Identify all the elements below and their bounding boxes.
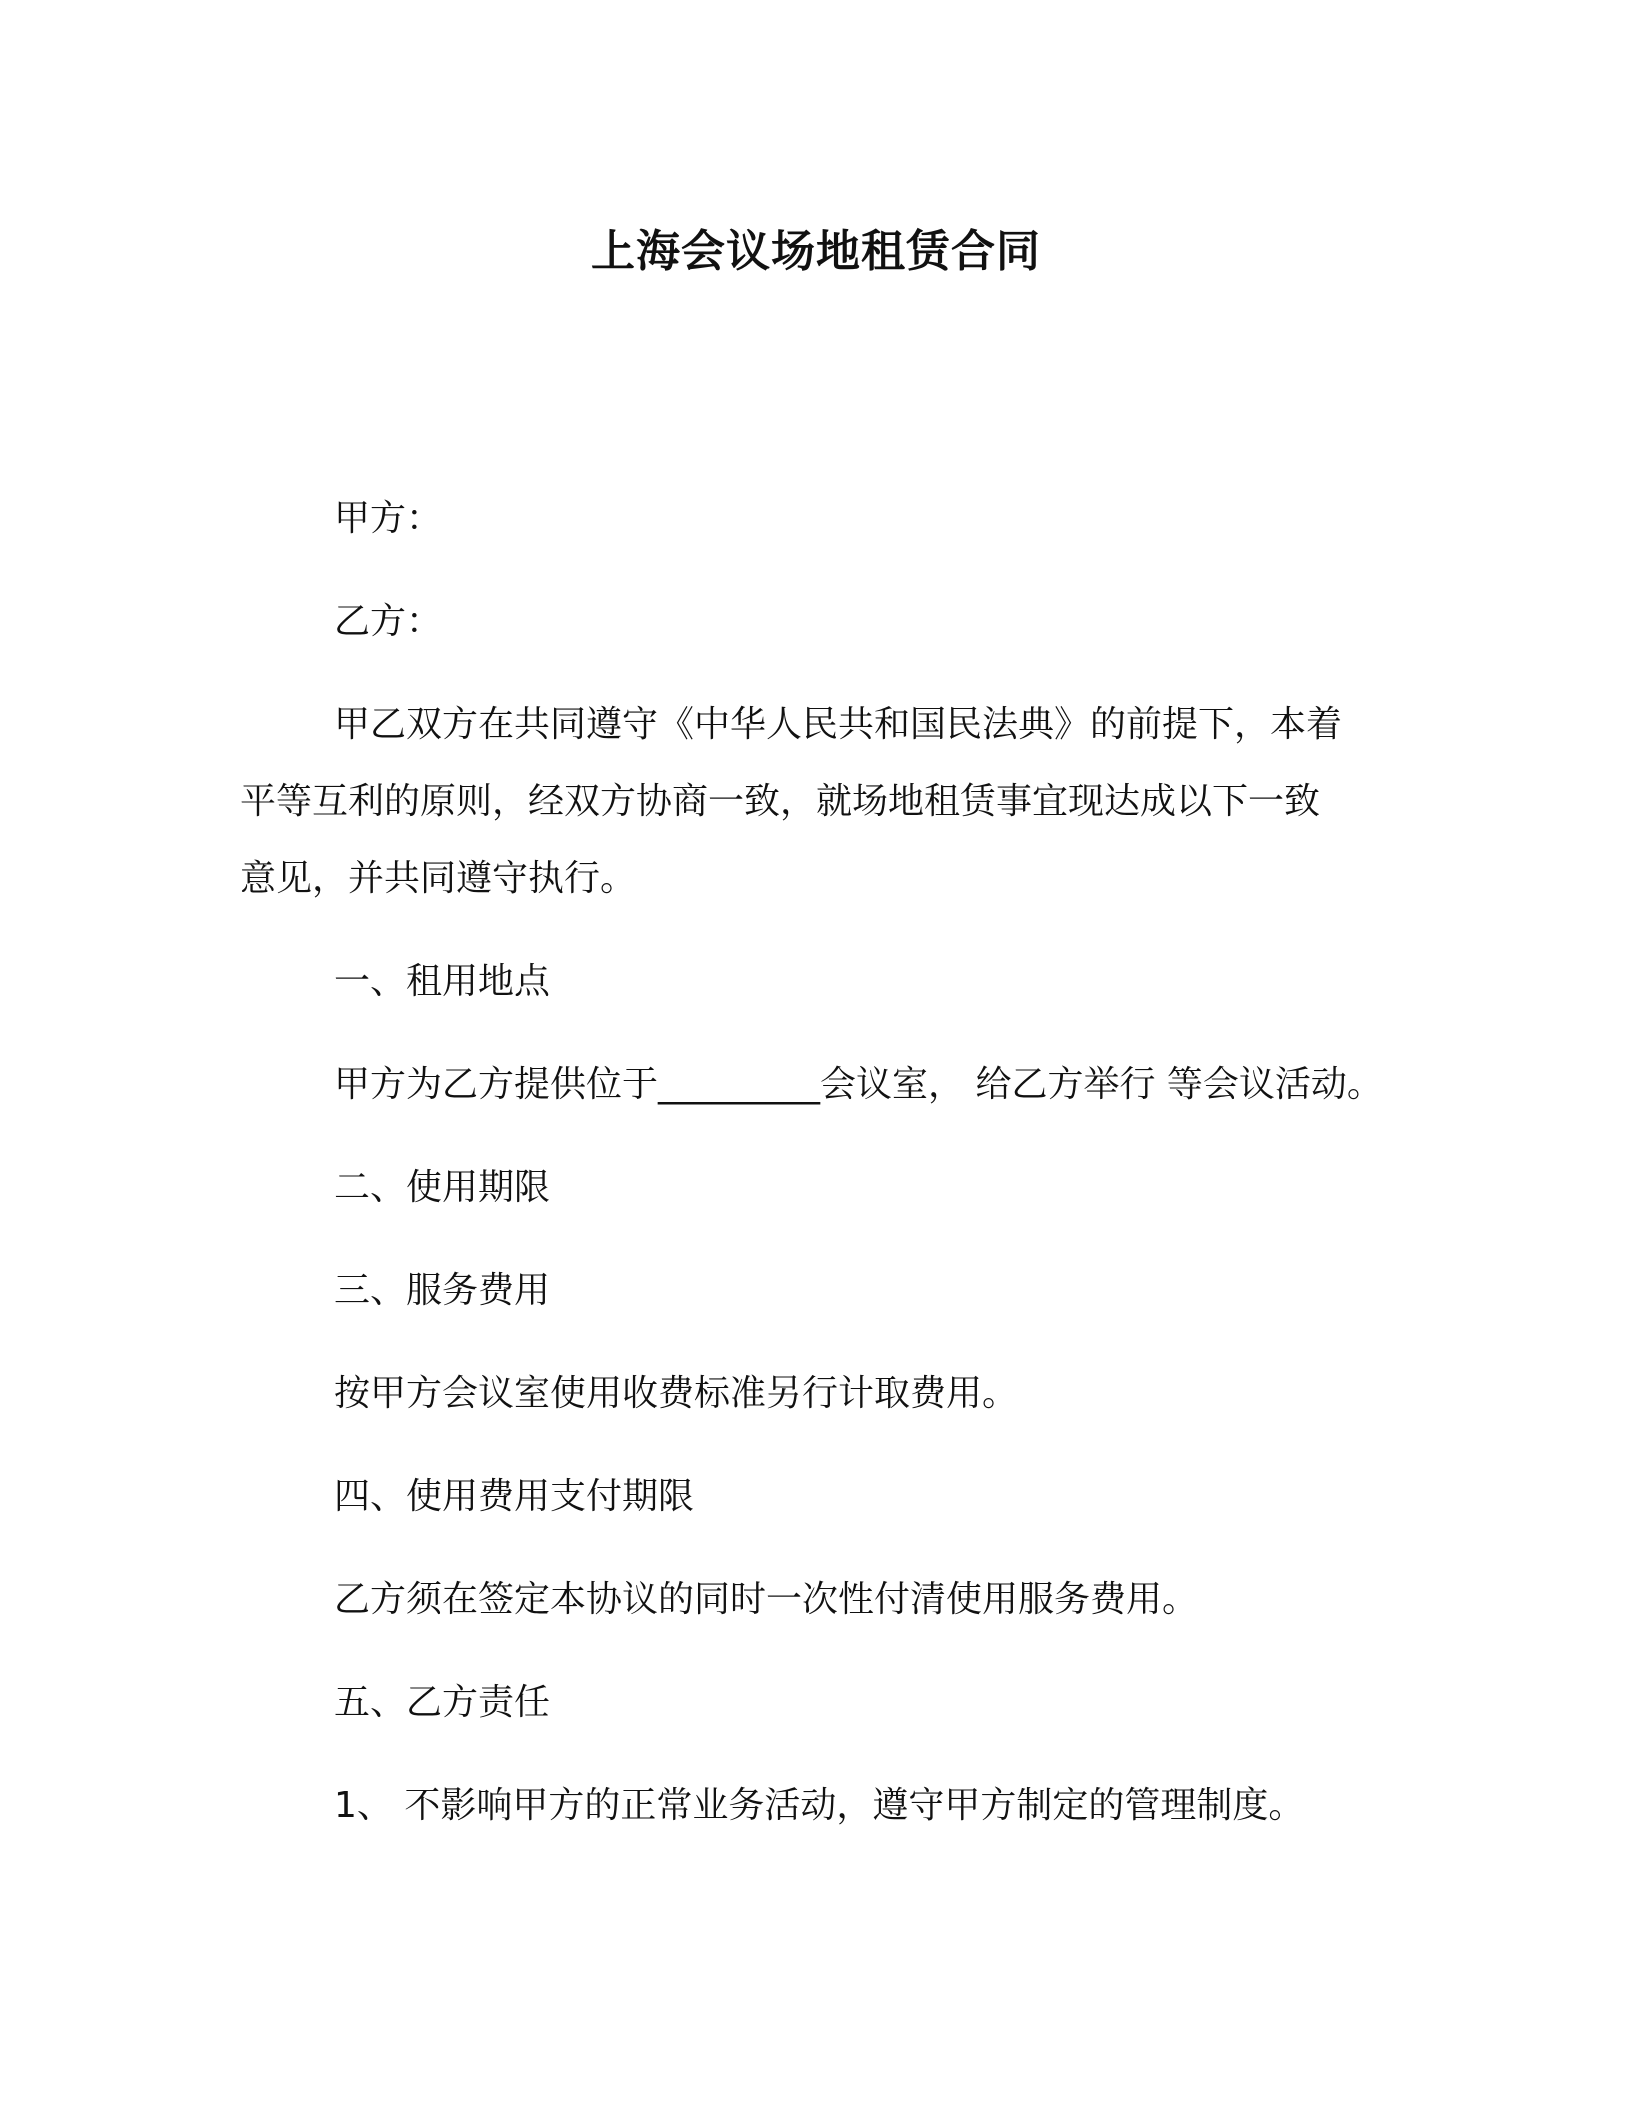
section-heading-4: 四、使用费用支付期限: [334, 1476, 695, 1517]
section-body-4: 乙方须在签定本协议的同时一次性付清使用服务费用。: [334, 1579, 1199, 1620]
section-body-3: 按甲方会议室使用收费标准另行计取费用。: [334, 1373, 1019, 1414]
party-b-label: 乙方：: [334, 601, 443, 642]
section-heading-2: 二、使用期限: [334, 1167, 551, 1208]
intro-line-2: 平等互利的原则，经双方协商一致，就场地租赁事宜现达成以下一致: [240, 781, 1321, 822]
party-a-label: 甲方：: [334, 498, 443, 539]
section-heading-3: 三、服务费用: [334, 1270, 551, 1311]
intro-line-3: 意见，并共同遵守执行。: [240, 858, 637, 899]
document-title: 上海会议场地租赁合同: [591, 226, 1041, 277]
intro-line-1: 甲乙双方在共同遵守《中华人民共和国民法典》的前提下，本着: [334, 704, 1343, 745]
section-heading-5: 五、乙方责任: [334, 1682, 551, 1723]
section-body-5: 1、 不影响甲方的正常业务活动，遵守甲方制定的管理制度。: [334, 1785, 1305, 1826]
section-heading-1: 一、租用地点: [334, 961, 551, 1002]
section-body-1: 甲方为乙方提供位于_________会议室， 给乙方举行 等会议活动。: [334, 1064, 1383, 1105]
